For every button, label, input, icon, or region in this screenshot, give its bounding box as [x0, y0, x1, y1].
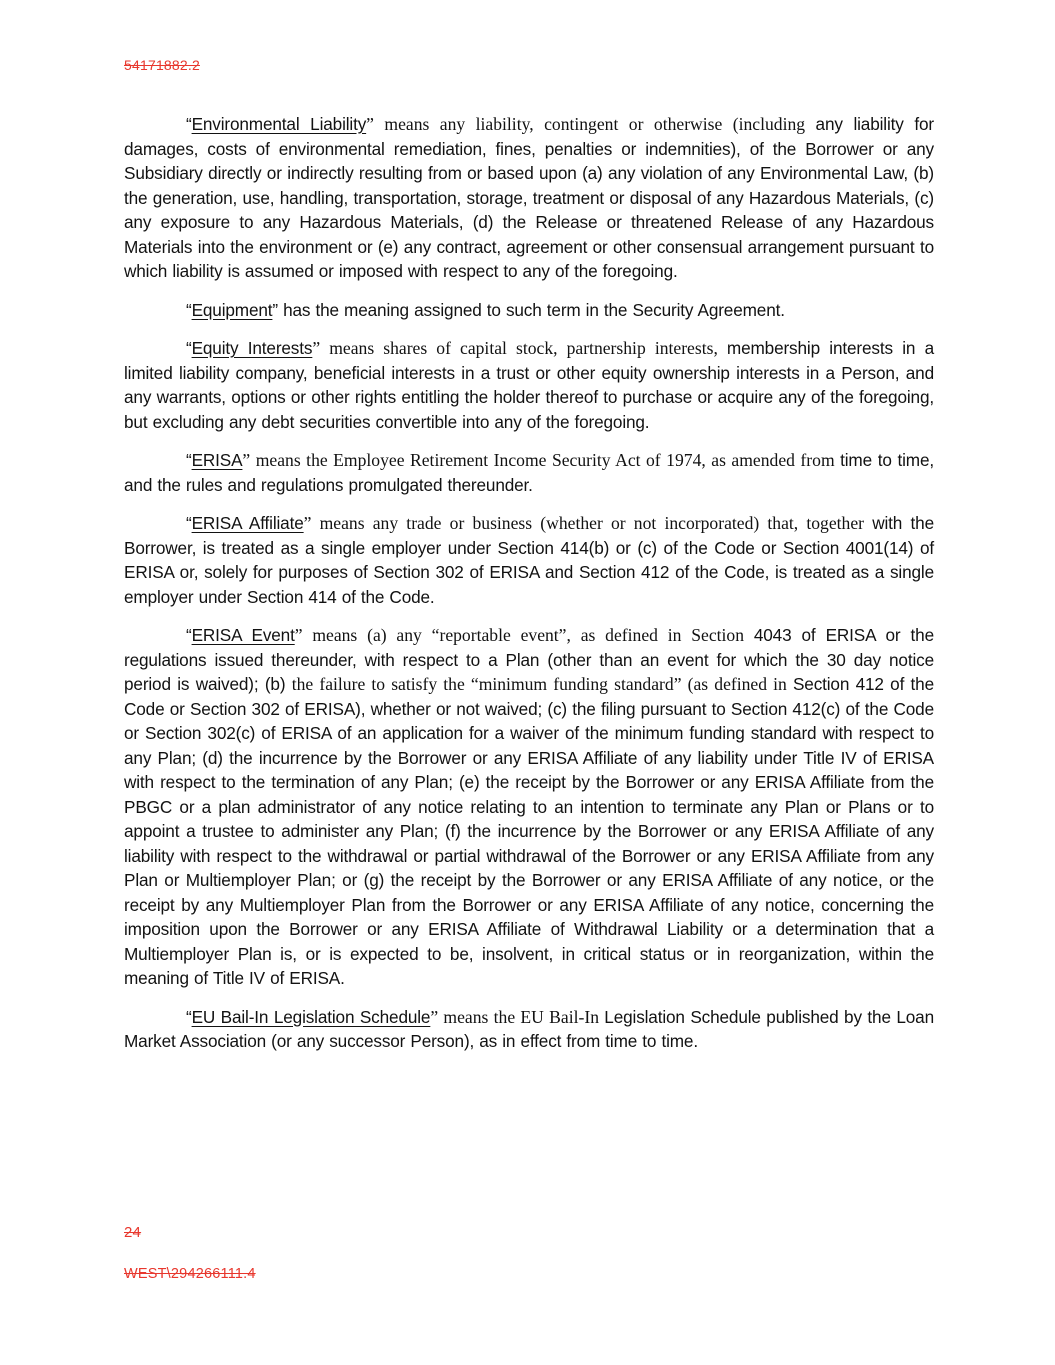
definition-text: the failure to satisfy the “minimum funding standard” (as defined in — [291, 674, 793, 694]
definition-text: “ — [186, 450, 192, 470]
definition-text: 4043 of ERISA or the regulations issued thereunder, with respect to a Plan (other than an event for which the 30 day notice period is waived); (b) — [124, 625, 934, 694]
definition-text: “ — [186, 299, 192, 320]
defined-term: EU Bail-In Legislation Schedule — [191, 1006, 431, 1027]
definition-text: “ — [186, 114, 192, 134]
defined-term: ERISA Affiliate — [191, 513, 304, 533]
definition-text: with the Borrower, is treated as a single employer under Section 414(b) or (c) of the Code or Section 4001(14) of ERISA or, solely for purposes of Section 302 of ERISA and Section 412 of the Code, is treated as a single employer under Section 414 of the Code. — [124, 513, 934, 607]
defined-term: ERISA Event — [191, 625, 295, 645]
definition-paragraph — [124, 623, 934, 991]
definition-text: ” means the EU Bail-In — [430, 1006, 605, 1027]
definition-text: “ — [186, 625, 192, 645]
definition-text: time to time, and the rules and regulations promulgated thereunder. — [124, 450, 935, 495]
definition-text: Legislation Schedule published by the Loan Market Association (or any successor Person), as in effect from time to time. — [124, 1006, 934, 1051]
definition-text: “ — [186, 513, 192, 533]
definition-text: ” means the Employee Retirement Income Security Act of 1974, as amended from — [242, 450, 841, 470]
definition-text: Section 412 of the Code or Section 302 of ERISA), whether or not waived; (c) the filing pursuant to Section 412(c) of the Code or Section 302(c) of ERISA of an application for a waiver of the minimum funding standard with respect to any Plan; (d) the incurrence by the Borrower or any ERISA Affiliate of any liability under Title IV of ERISA with respect to the termination of any Plan; (e) the receipt by the Borrower or any ERISA Affiliate from the PBGC or a plan administrator of any notice relating to an intention to terminate any Plan or Plans or to appoint a trustee to administer any Plan; (f) the incurrence by the Borrower or any ERISA Affiliate of any liability with respect to the withdrawal or partial withdrawal of the Borrower or any ERISA Affiliate from any Plan or Multiemployer Plan; or (g) the receipt by the Borrower or any ERISA Affiliate of any notice, or the receipt by any Multiemployer Plan from the Borrower or any ERISA Affiliate of any notice, concerning the imposition upon the Borrower or any ERISA Affiliate of Withdrawal Liability or a determination that a Multiemployer Plan is, or is expected to be, insolvent, in critical status or in reorganization, within the meaning of Title IV of ERISA. — [124, 674, 935, 988]
definition-text: membership interests in a limited liability company, beneficial interests in a trust or other equity ownership interests in a Person, and any warrants, options or other rights entitling the holder thereof to purchase or acquire any of the foregoing, but excluding any debt securities convertible into any of the foregoing. — [124, 338, 934, 432]
definition-paragraph — [124, 298, 934, 323]
defined-term: Equity Interests — [191, 338, 313, 358]
document-body — [124, 112, 934, 1068]
definition-paragraph — [124, 1005, 934, 1054]
definition-paragraph — [124, 448, 934, 497]
definition-text: ” means shares of capital stock, partnership interests, — [312, 338, 727, 358]
document-reference-footer-note: WEST\294266111.4 — [124, 1266, 256, 1282]
definition-text: “ — [186, 338, 192, 358]
definition-paragraph — [124, 336, 934, 434]
definition-text: ” means any liability, contingent or otherwise (including — [366, 114, 816, 134]
definition-paragraph — [124, 112, 934, 284]
definition-paragraph — [124, 511, 934, 609]
defined-term: ERISA — [191, 450, 243, 470]
defined-term: Environmental Liability — [191, 114, 367, 134]
definition-text: “ — [186, 1006, 192, 1027]
document-id-header-note: 54171882.2 — [124, 57, 200, 73]
definition-text: any liability for damages, costs of environmental remediation, fines, penalties or indemnities), of the Borrower or any Subsidiary directly or indirectly resulting from or based upon (a) any violation of any Environmental Law, (b) the generation, use, handling, transportation, storage, treatment or disposal of any Hazardous Materials, (c) any exposure to any Hazardous Materials, (d) the Release or threatened Release of any Hazardous Materials into the environment or (e) any contract, agreement or other consensual arrangement pursuant to which liability is assumed or imposed with respect to any of the foregoing. — [124, 114, 934, 281]
page-number: 24 — [124, 1224, 142, 1241]
defined-term: Equipment — [191, 299, 273, 320]
definition-text: ” means (a) any “reportable event”, as defined in Section — [294, 625, 754, 645]
definition-text: ” has the meaning assigned to such term in the Security Agreement. — [272, 299, 785, 320]
definition-text: ” means any trade or business (whether or not incorporated) that, together — [303, 513, 873, 533]
